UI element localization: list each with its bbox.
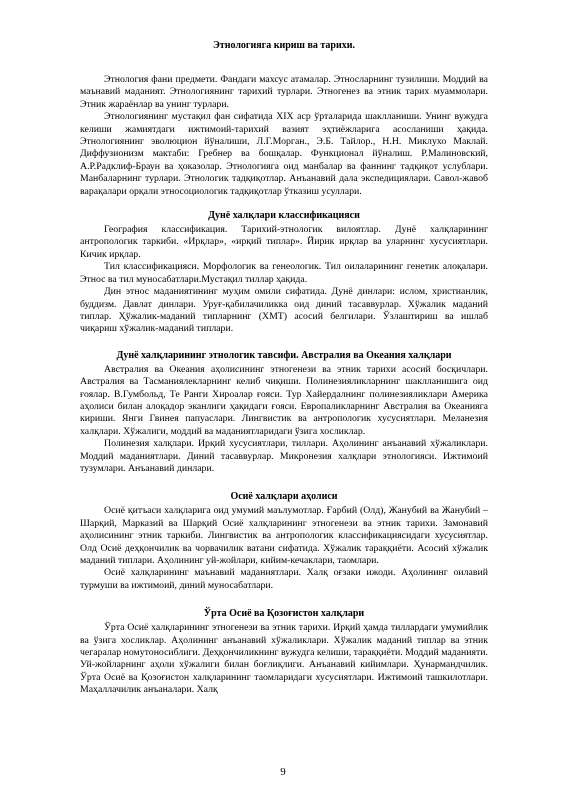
- section-title-oceania: Дунё халқларининг этнологик тавсифи. Австралия ва Океания халқлари: [116, 349, 452, 361]
- section-title-asia: Осиё халқлари аҳолиси: [230, 491, 338, 503]
- paragraph: Этнологиянинг мустақил фан сифатида XIX аср ўрталарида шаклланиши. Унинг вужудга келиши жамиятдаги ижтимоий-тарихий вазият эҳтиёжларига асосланиши ҳақида. Этнологиянинг эволюцион йўналиши, Л.Г.Морган., Э.Б. Тайлор., Н.Н. Миклухо Маклай. Диффузионизм мактаби: Гребнер ва бошқалар. Функционал йўналиш. Р.Малиновский, А.Р.Радклиф-Браун ва ҳоказолар. Этнологияга оид манбалар ва фаннинг тадқиқот услублари. Манбаларнинг турлари. Этнологик тадқиқотлар. Анъанавий дала экспедициялари. Савол-жавоб варақалари орқали этносоциологик тадқиқотлар ўтказиш усуллари.: [80, 111, 488, 197]
- paragraph: Ўрта Осиё халқларининг этногенези ва этник тарихи. Ирқий ҳамда тиллардаги умумийлик ва ўзига хосликлар. Аҳолининг анъанавий хўжаликлари. Хўжалик маданий типлар ва этник чегаралар номутоносиблиги. Деҳқончиликнинг вужудга келиши, тараққиёти. Моддий маданияти. Уй-жойларнинг аҳоли хўжалиги билан боғлиқлиги. Анъанавий кийимлари. Ҳунармандчилик. Ўрта Осиё ва Қозоғистон халқларининг таомларидаги хусусиятлари. Ижтимоий ташкилотлари. Маҳаллачилик анъаналари. Халқ: [80, 622, 488, 696]
- paragraph: Австралия ва Океания аҳолисининг этногенези ва этник тарихи асосий босқичлари. Австралия ва Тасманиялекларнинг келиб чиқиши. Полинезияликларнинг шаклланишига оид ғоялар. В.Гумбольд, Те Ранги Хироалар ғояси. Тур Хайердалнинг полинезияликлари Америка аҳолиси билан алоқадор эканлиги ҳақидаги ғояси. Европаликларнинг Австралия ва Океанияга кириши. Янги Гвинея папуаслари. Лингвистик ва антропологик хусусиятлари. Меланезия халқлари. Хўжалиги, моддий ва маданиятларидаги ўзига хосликлар.: [80, 363, 488, 437]
- paragraph: Осиё қитъаси халқларига оид умумий маълумотлар. Ғарбий (Олд), Жанубий ва Жанубий – Шарқий, Марказий ва Шарқий Осиё халқларининг этногенези ва этник тарихи. Замонавий аҳолисининг этник таркиби. Лингвистик ва антропологик классификациясидаги хусусиятлар. Олд Осиё деҳқончилик ва чорвачилик ватани сифатида. Хўжалик тараққиёти. Асосий хўжалик маданий типлари. Аҳолининг уй-жойлари, кийим-кечаклари, таомлари.: [80, 505, 488, 566]
- paragraph: Полинезия халқлари. Ирқий хусусиятлари, тиллари. Аҳолининг анъанавий хўжаликлари. Моддий маданиятлари. Диний тасаввурлар. Микронезия халқлари этнологияси. Ижтимоий тузумлари. Анъанавий динлари.: [80, 438, 488, 474]
- paragraph: Осиё халқларининг маънавий маданиятлари. Халқ оғзаки ижоди. Аҳолининг оилавий турмуши ва ижтимоий, диний муносабатлари.: [80, 567, 488, 591]
- paragraph: География классификация. Тарихий-этнологик вилоятлар. Дунё халқларининг антропологик таркиби. «Ирқлар», «ирқий типлар». Йирик ирқлар ва уларнинг хусусиятлари. Кичик ирқлар.: [80, 224, 488, 260]
- section-title-central-asia: Ўрта Осиё ва Қозоғистон халқлари: [203, 608, 365, 620]
- section-title-classification: Дунё халқлари классификацияси: [208, 210, 360, 222]
- paragraph: Дин этнос маданиятининг муҳим омили сифатида. Дунё динлари: ислом, христианлик, буддизм. Давлат динлари. Уруғ-қабилачиликка оид диний тасаввурлар. Хўжалик маданий типлар. Ҳўжалик-маданий типларнинг (ХМТ) асосий белгилари. Ўзлаштириш ва ишлаб чиқариш хўжалик-маданий типлари.: [80, 286, 488, 335]
- section-title-intro: Этнологияга кириш ва тарихи.: [213, 40, 355, 51]
- paragraph: Этнология фани предмети. Фандаги махсус атамалар. Этносларнинг тузилиши. Моддий ва маънавий маданият. Этнологиянинг тарихий турлари. Этногенез ва этник тарих муаммолари. Этник жараёнлар ва унинг турлари.: [80, 74, 488, 110]
- paragraph: Тил классификацияси. Морфологик ва генеологик. Тил оилаларининг генетик алоқалари. Этнос ва тил муносабатлари.Мустақил тиллар ҳақида.: [80, 261, 488, 285]
- page-number: 9: [280, 766, 286, 778]
